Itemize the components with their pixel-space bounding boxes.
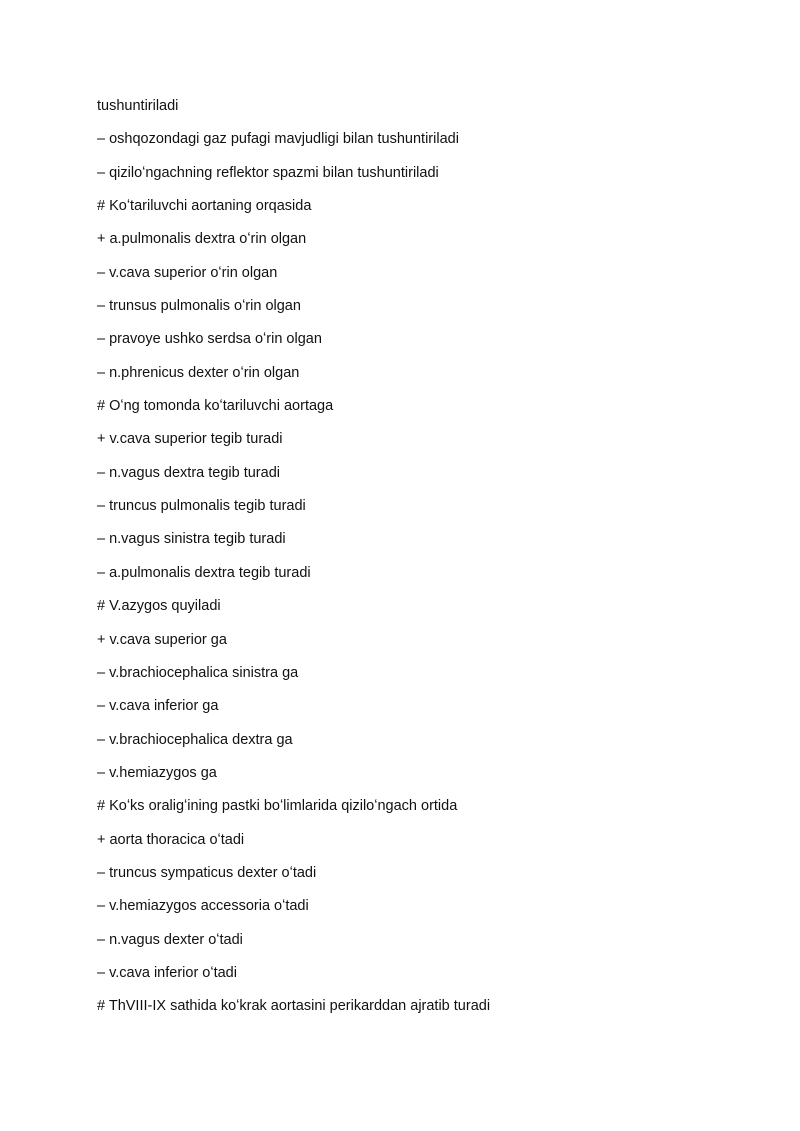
question-heading: # Oʻng tomonda koʻtariluvchi aortaga <box>97 398 334 415</box>
question-heading: # Koʻtariluvchi aortaning orqasida <box>97 198 312 215</box>
answer-option: – v.cava inferior oʻtadi <box>97 964 237 981</box>
question-heading: # ThVIII-IX sathida koʻkrak aortasini perikarddan ajratib turadi <box>97 998 491 1015</box>
text-line: – qiziloʻngachning reflektor spazmi bilan tushuntiriladi <box>97 164 439 181</box>
answer-option: – v.cava inferior ga <box>97 698 219 715</box>
answer-option: – truncus pulmonalis tegib turadi <box>97 498 306 515</box>
correct-answer: + v.cava superior ga <box>97 631 227 648</box>
text-lines <box>97 94 490 1028</box>
correct-answer: + aorta thoracica oʻtadi <box>97 831 245 848</box>
answer-option: – n.vagus dexter oʻtadi <box>97 931 243 948</box>
answer-option: – n.phrenicus dexter oʻrin olgan <box>97 364 300 381</box>
answer-option: – n.vagus dextra tegib turadi <box>97 464 280 481</box>
answer-option: – trunsus pulmonalis oʻrin olgan <box>97 298 301 315</box>
answer-option: – v.hemiazygos ga <box>97 764 217 781</box>
correct-answer: + a.pulmonalis dextra oʻrin olgan <box>97 231 307 248</box>
question-heading: # Koʻks oraligʻining pastki boʻlimlarida qiziloʻngach ortida <box>97 798 458 815</box>
answer-option: – n.vagus sinistra tegib turadi <box>97 531 286 548</box>
answer-option: – a.pulmonalis dextra tegib turadi <box>97 564 311 581</box>
text-line: – oshqozondagi gaz pufagi mavjudligi bilan tushuntiriladi <box>97 131 459 148</box>
answer-option: – v.hemiazygos accessoria oʻtadi <box>97 898 309 915</box>
text-line: tushuntiriladi <box>97 98 179 114</box>
answer-option: – v.brachiocephalica sinistra ga <box>97 664 299 681</box>
answer-option: – v.cava superior oʻrin olgan <box>97 264 278 281</box>
question-heading: # V.azygos quyiladi <box>97 598 221 615</box>
answer-option: – pravoye ushko serdsa oʻrin olgan <box>97 331 322 348</box>
correct-answer: + v.cava superior tegib turadi <box>97 431 283 448</box>
answer-option: – v.brachiocephalica dextra ga <box>97 731 293 748</box>
answer-option: – truncus sympaticus dexter oʻtadi <box>97 864 317 881</box>
